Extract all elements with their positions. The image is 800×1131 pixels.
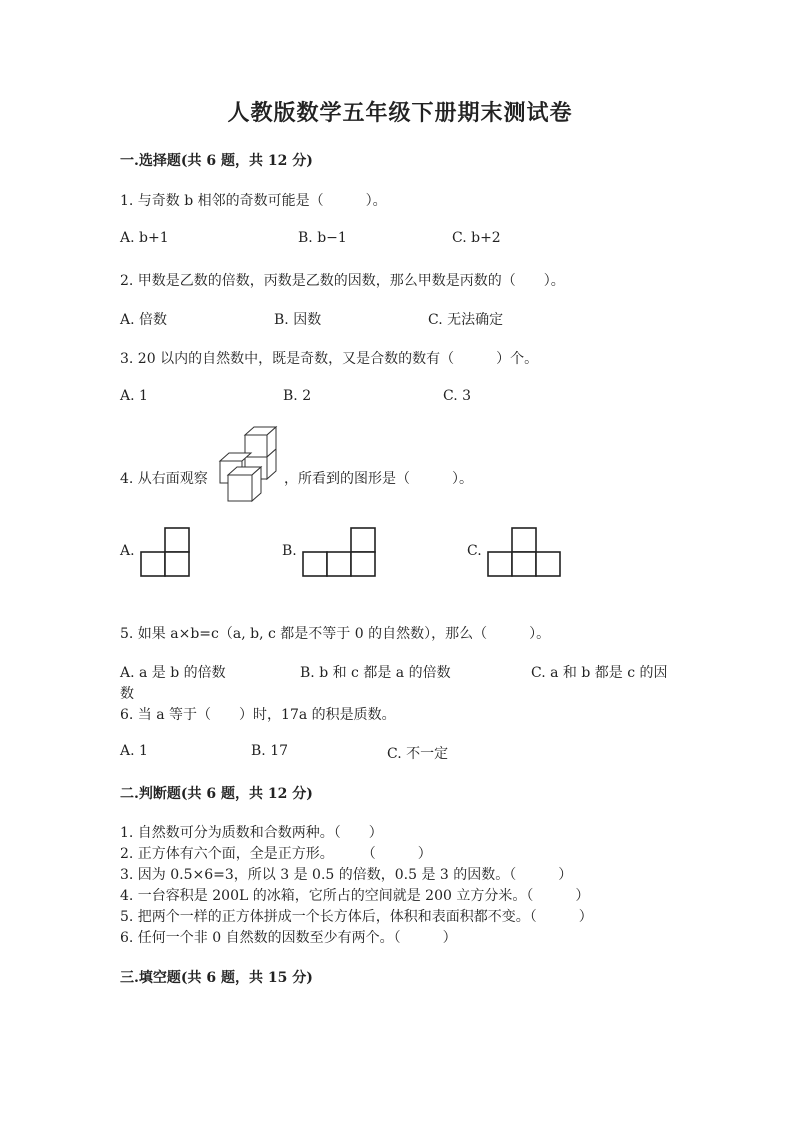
section-heading-judgment: 二.判断题(共 6 题，共 12 分): [120, 786, 313, 802]
question-6: 6. 当 a 等于（ ）时，17a 的积是质数。: [120, 707, 396, 723]
judgment-item-4: 4. 一台容积是 200L 的冰箱，它所占的空间就是 200 立方分米。（ ）: [120, 888, 590, 904]
question-2: 2. 甲数是乙数的倍数，丙数是乙数的因数，那么甲数是丙数的（ ）。: [120, 273, 565, 289]
judgment-item-3: 3. 因为 0.5×6=3，所以 3 是 0.5 的倍数，0.5 是 3 的因数。（ ）: [120, 867, 573, 883]
q2-option-c: C. 无法确定: [428, 312, 504, 328]
q4-option-b: B.: [282, 543, 297, 559]
q6-option-a: A. 1: [120, 743, 148, 759]
question-1: 1. 与奇数 b 相邻的奇数可能是（ ）。: [120, 193, 387, 209]
q5-option-b: B. b 和 c 都是 a 的倍数: [300, 665, 451, 681]
judgment-item-6: 6. 任何一个非 0 自然数的因数至少有两个。（ ）: [120, 930, 457, 946]
page-title: 人教版数学五年级下册期末测试卷: [227, 100, 573, 126]
question-4-prefix: 4. 从右面观察: [120, 471, 208, 487]
q6-option-c: C. 不一定: [387, 746, 449, 762]
q1-option-b: B. b−1: [298, 230, 347, 246]
cube-stack-figure: [218, 425, 282, 505]
q1-option-a: A. b+1: [120, 230, 169, 246]
q5-option-a: A. a 是 b 的倍数: [120, 665, 226, 681]
question-3: 3. 20 以内的自然数中，既是奇数，又是合数的数有（ ）个。: [120, 351, 539, 367]
q3-option-b: B. 2: [283, 388, 312, 404]
section-heading-fill-in: 三.填空题(共 6 题，共 15 分): [120, 970, 313, 986]
question-5: 5. 如果 a×b=c（a, b, c 都是不等于 0 的自然数），那么（ ）。: [120, 626, 551, 642]
q5-option-c-wrap: 数: [120, 686, 134, 702]
q4-option-c: C.: [467, 543, 482, 559]
q1-option-c: C. b+2: [452, 230, 501, 246]
q3-option-c: C. 3: [443, 388, 472, 404]
q4-option-a-figure: [140, 527, 190, 577]
question-4-suffix: ，所看到的图形是（ ）。: [284, 471, 473, 487]
q3-option-a: A. 1: [120, 388, 148, 404]
q2-option-b: B. 因数: [274, 312, 322, 328]
judgment-item-5: 5. 把两个一样的正方体拼成一个长方体后，体积和表面积都不变。（ ）: [120, 909, 593, 925]
q4-option-a: A.: [120, 543, 135, 559]
q2-option-a: A. 倍数: [120, 312, 168, 328]
section-heading-choice: 一.选择题(共 6 题，共 12 分): [120, 153, 313, 169]
q5-option-c: C. a 和 b 都是 c 的因: [531, 665, 668, 681]
judgment-item-1: 1. 自然数可分为质数和合数两种。（ ）: [120, 825, 383, 841]
judgment-item-2: 2. 正方体有六个面，全是正方形。 （ ）: [120, 846, 432, 862]
q4-option-c-figure: [487, 527, 561, 577]
q6-option-b: B. 17: [251, 743, 289, 759]
q4-option-b-figure: [302, 527, 376, 577]
